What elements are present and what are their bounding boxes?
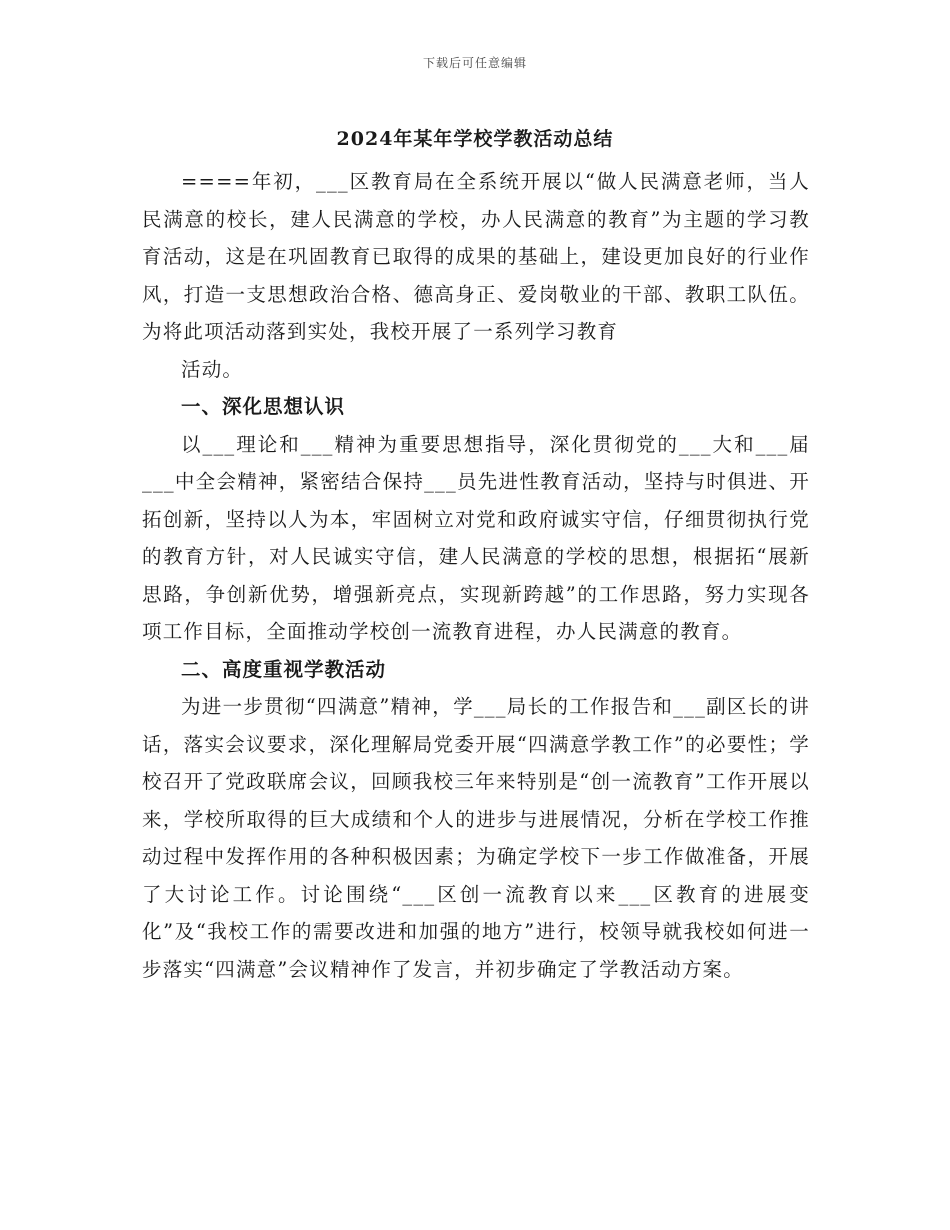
section-heading-1: 一、深化思想认识 — [181, 395, 346, 418]
document-title: 2024年某年学校学教活动总结 — [336, 128, 614, 150]
section-heading-2: 二、高度重视学教活动 — [181, 657, 387, 681]
intro-paragraph: ====年初，___区教育局在全系统开展以“做人民满意老师，当人民满意的校长，建人民满意的学校，办人民满意的教育”为主题的学习教育活动，这是在巩固教育已取得的成果的基础上，建设更加良好的行业作风，打造一支思想政治合格、德高身正、爱岗敬业的干部、教职工队伍。为将此项活动落到实处，我校开展了一系列学习教育 — [142, 170, 810, 343]
intro-paragraph-tail: 活动。 — [181, 357, 244, 381]
section-2-paragraph: 为进一步贯彻“四满意”精神，学___局长的工作报告和___副区长的讲话，落实会议要求，深化理解局党委开展“四满意学教工作”的必要性；学校召开了党政联席会议，回顾我校三年来特别是“创一流教育”工作开展以来，学校所取得的巨大成绩和个人的进步与进展情况，分析在学校工作推动过程中发挥作用的各种积极因素；为确定学校下一步工作做准备，开展了大讨论工作。讨论围绕“___区创一流教育以来___区教育的进展变化”及“我校工作的需要改进和加强的地方”进行，校领导就我校如何进一步落实“四满意”会议精神作了发言，并初步确定了学教活动方案。 — [142, 695, 810, 981]
header-note: 下载后可任意编辑 — [422, 56, 527, 70]
section-1-paragraph: 以___理论和___精神为重要思想指导，深化贯彻党的___大和___届___中全会精神，紧密结合保持___员先进性教育活动，坚持与时俱进、开拓创新，坚持以人为本，牢固树立对党和政府诚实守信，仔细贯彻执行党的教育方针，对人民诚实守信，建人民满意的学校的思想，根据拓“展新思路，争创新优势，增强新亮点，实现新跨越”的工作思路，努力实现各项工作目标，全面推动学校创一流教育进程，办人民满意的教育。 — [142, 432, 810, 643]
document-body — [142, 163, 810, 988]
